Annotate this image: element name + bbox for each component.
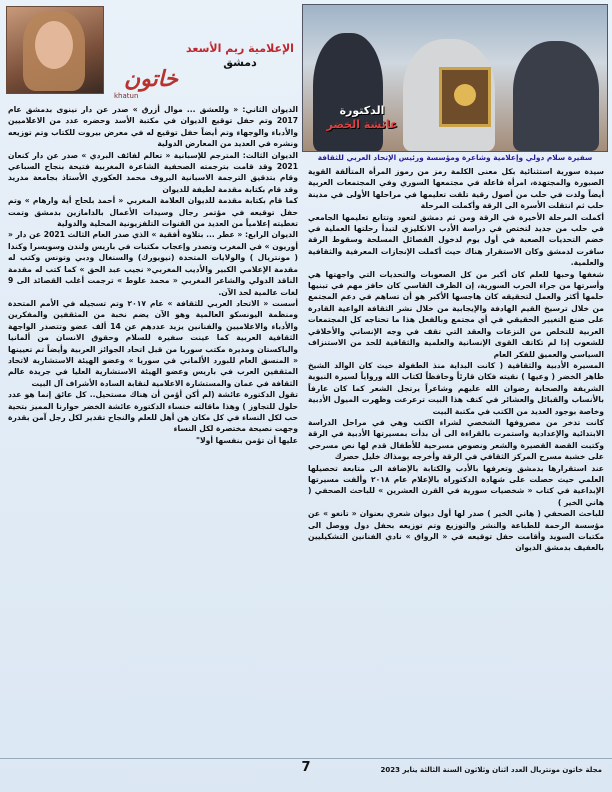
author-face-shape xyxy=(35,21,73,69)
page-number: 7 xyxy=(301,760,311,775)
logo-script: خاتون xyxy=(124,66,178,92)
paragraph: عليها أن تؤمن بنفسها أولا" xyxy=(195,435,298,445)
paragraph: سيدة سورية استثنائية بكل معنى الكلمة رمز من رموز المرأة المتألقة القوية الصبورة والمجتهدة، امرأة فاعلة في مجتمعها السوري وفي المجتمعات العربية أيضاً ولدت في حلب من أصول رقية تلقت تعليمها في مراحلها الأولى في مدينة حلب ثم انتقلت الأسرة الى الرقة وأكملت المرحلة xyxy=(308,167,604,211)
paragraph: تقول الدكتورة عائشة (لم أكن أؤمن أن هناك مستحيل.. كل عائق إنما هو عدد حلول للتجاوز ) وهذا ماقالته خنساء الدكتورة عائشة الخضر حوارنا المميز بتحية حب لكل النساء في كل مكان هن أهل للعلم والنجاح تقدير لكل رجل آمن بقدرة وجهت نصيحة مختصرة لكل النساء xyxy=(8,390,298,434)
award-plaque xyxy=(439,67,491,127)
paragraph: المسيرة الأدبية والثقافية ( كانت البداية منذ الطفولة حيث كان الوالد الشيخ طاهر الخضر ( وعيها ) نقيته فكان قارئاً وحافظاً لكتاب الله ورواياً لسيرة النبوية الشريفة والصحابة رضوان الله عليهم وشاعراً يرتجل الشعر كما كان عارفاً بالأنساب والقبائل والعشائر في كنف هذا البيت ترعرعت وظهرت الميول الأدبية وخاصة بوجود العديد من الكتب في مكتبة البيت xyxy=(308,360,604,416)
photo-caption xyxy=(322,104,402,132)
journal-info: مجلة خاتون مونتريال العدد اثنان وثلاثون السنة الثالثة يناير 2023 xyxy=(380,766,602,774)
author-photo xyxy=(6,6,104,94)
article-headline: سفيرة سلام دولي وإعلامية وشاعرة ومؤسسة ورئيس الإتحاد العربي للثقافة xyxy=(317,153,593,162)
paragraph: عند استقرارها بدمشق وتعرفها بالأدب والكتابة بالإضافة الى متابعة تحصيلها العلمي حيث حصلت على شهادة الدكتوراة بالإعلام عام ٢٠١٨ وألفت مسيرتها الإبداعية في كتاب « شخصيات سورية في القرن العشرين » للباحث الصحفي ( هاني الخير ) xyxy=(308,463,604,507)
photo-person-left xyxy=(313,33,383,151)
paragraph: أكملت المرحلة الأخيرة في الرقة ومن ثم دمشق لتعود وتتابع تعليمها الجامعي في حلب من جديد لتختص في دراسة الأدب الانكليزي لتبدأ رحلتها العملية في خضم التحديات الصعبة في أول يوم لدخول الفصائل المسلحة وسقوط الرقة سافرت لدمشق وكان الاستقرار هناك حيث أكملت الإنجازات المعرفية والثقافية والعلمية. xyxy=(308,212,604,268)
paragraph: الديوان الثاني: « وللعشق ... موال أزرق » صدر عن دار نينوى بدمشق عام 2017 وتم حفل توقيع الديوان في مكتبة الأسد وحضره عدد من الاعلاميين والأدباء والوجهاء وتم أيضاً حفل توقيع له في معرض بيروت للكتاب وتم توزيعه ونشره في العديد من المعارض الدولية xyxy=(8,105,298,149)
author-byline xyxy=(180,42,300,70)
paragraph: كانت تدخر من مصروفها الشخصي لشراء الكتب وهي في مراحل الدراسة الابتدائية والإعدادية واستمرت بالقراءة الى أن بدأت بمسيرتها الأدبية في الرقة وكتبت القصة القصيرة والشعر ونصوص مسرحية للأطفال قدم لها نص مسرحي على خشبة مسرح المركز الثقافي في الرقة وأخرجه يومذاك خليل حصرك xyxy=(308,417,604,462)
author-name: الإعلامية ريم الأسعد xyxy=(186,42,294,55)
paragraph: الديوان الرابع: « عطر ... بتلاوة أفقية » الذي صدر العام الثالث 2021 عن دار « أوريون » في المغرب وتصدر وإعجاب مكتبات في باريس ولندن وسويسرا وكندا ( مونتريال ) والولايات المتحدة (نيويورك) والسنغال ودبي وتونس وكتب له مقدمة الإعلامي الكبير والأديب المغربي« نجيب عبد الحق » كما كتب له مقدمة الناقد الدولي والشاعر المغربي « محمد علوط » ترجمت أغلب القصائد الى 9 لغات عالمية لحد الآن. xyxy=(8,230,298,297)
paragraph: شغفها وحبها للعلم كان أكبر من كل الصعوبات والتحديات التي واجهتها هي وأسرتها من جراء الحرب السورية، إن الظرف القاسي كان حافز مهم في تبنيها حلمها أكثر والعمل لتحقيقه كان هاجسها الأكبر هو أن تساهم في دعم المجتمع من خلال ترسيخ القيم الهادفة والإيجابية من خلال نشر الثقافة الواعية القادرة على صنع التغيير الحقيقي في أي مجتمع وبالفعل هذا ما تحتاجه كل المجتمعات العربية للتخلص من النزعات والعقد التي تقف في وجه الإنساني والأخلاقي للشعوب إذا لم تكاتف القوى الإنسانية والعلمية والثقافية للحد من الاستنزاف السياسي والعميق للفكر العام xyxy=(308,269,604,359)
photo-person-right xyxy=(513,41,599,151)
paragraph: للباحث الصحفي ( هاني الخير ) صدر لها أول ديوان شعري بعنوان « تانغو » عن مؤسسة الرحمة للطباعة والنشر والتوزيع وتم توزيعه بحفل دول ووصل الى مكتبات السويد وأقامت حفل توقيعه في « الرواق » نادي الفنانين التشكيليين بالعفيف بدمشق الديوان xyxy=(308,509,604,553)
magazine-logo xyxy=(108,66,178,108)
photo-caption-label: الدكتورة xyxy=(339,104,385,117)
article-column-right xyxy=(308,166,604,744)
logo-latin: khatun xyxy=(114,92,139,100)
photo-caption-name: عائشة الخضر xyxy=(326,118,398,131)
article-column-left xyxy=(8,104,298,744)
plaque-emblem xyxy=(454,84,476,106)
author-city: دمشق xyxy=(223,56,257,69)
paragraph: أسست « الاتحاد العربي للثقافة » عام ٢٠١٧ وتم تسجيله في الأمم المتحدة ومنظمة اليونسكو العالمية وهو الآن يضم نخبة من المثقفين والمفكرين والأدباء والاعلاميين والفنانين يزيد عددهم عن 14 ألف عضو وتتصدر الواجهة الثقافية العربية كما عينت سفيرة للسلام وحقوق الانسان من ألمانيا والباكستان ومديرة مكتب سوريا من قبل اتحاد الجوائز العربية وأيضاً تم تعيينها « المنسق العام للبورد الألماني في سوريا » وعضو الهيئة الاستشارية لاتحاد المثقفين العرب في باريس وعضو الهيئة الاستشارية العليا في جريدة عالم الثقافة في عمان والمستشارة الاعلامية لنقابة السادة الأشراف آل البيت xyxy=(8,298,298,388)
paragraph: كما قام بكتابة مقدمة للديوان العلامة المغربي « أحمد بلحاج أية وارهام » وتم حفل توقيعه في مؤتمر رجال وسيدات الأعمال بالدامازين بدمشق وتمت تغطيته إعلامياً من العديد من القنوات التلفزيونية المحلية والدولية xyxy=(8,196,298,229)
paragraph: الديوان الثالث: المترجم للإسبانية « تعالم لفائف البردي » صدر عن دار كنعان 2021 وقد قامت بترجمته الصحفية الشاعرة المغربية فتيحة بنجاح السباعي وقام بتدقيق الترجمة الاسبانية البروف محمد العكوري الأستاذ بجامعة مدريد وقد قام بكتابة مقدمة لطيفة للديوان xyxy=(8,150,298,194)
